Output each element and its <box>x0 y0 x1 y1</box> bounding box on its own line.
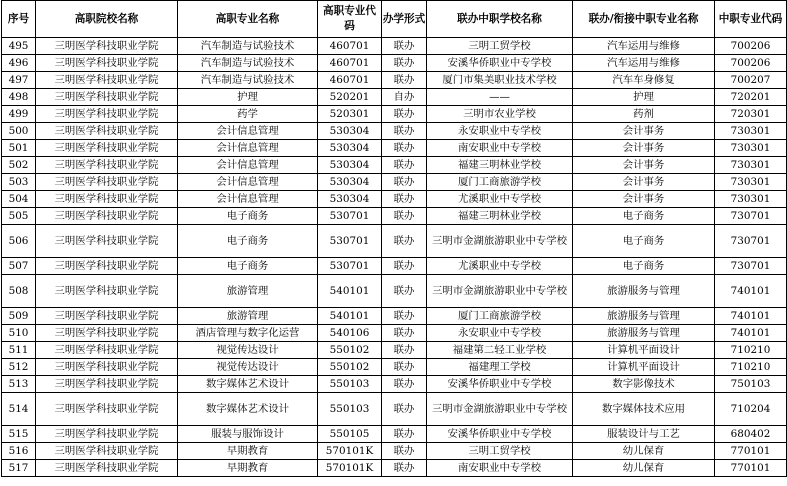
cell-seq: 516 <box>2 443 36 460</box>
cell-seq: 498 <box>2 89 36 106</box>
cell-mode: 联办 <box>382 174 427 191</box>
cell-secondary-major: 数字媒体技术应用 <box>573 393 715 426</box>
cell-secondary-code: 740101 <box>715 325 787 342</box>
cell-secondary-code: 710210 <box>715 342 787 359</box>
header-major-code: 高职专业代码 <box>318 1 382 38</box>
cell-college: 三明医学科技职业学院 <box>36 123 178 140</box>
table-row <box>2 359 787 376</box>
cell-major-code: 530304 <box>318 191 382 208</box>
cell-major: 视觉传达设计 <box>178 359 318 376</box>
cell-mode: 联办 <box>382 308 427 325</box>
cell-mode: 联办 <box>382 376 427 393</box>
cell-major-code: 520201 <box>318 89 382 106</box>
cell-college: 三明医学科技职业学院 <box>36 376 178 393</box>
cell-major: 旅游管理 <box>178 275 318 308</box>
cell-major: 汽车制造与试验技术 <box>178 38 318 55</box>
table-row <box>2 308 787 325</box>
cell-secondary-code: 710210 <box>715 359 787 376</box>
cell-mode: 联办 <box>382 460 427 477</box>
cell-partner-school: 南安职业中专学校 <box>427 140 573 157</box>
cell-mode: 联办 <box>382 342 427 359</box>
cell-partner-school: 福建第二轻工业学校 <box>427 342 573 359</box>
cell-secondary-major: 会计事务 <box>573 140 715 157</box>
cell-major-code: 530701 <box>318 225 382 258</box>
cell-secondary-major: 电子商务 <box>573 225 715 258</box>
cell-secondary-code: 720201 <box>715 89 787 106</box>
cell-seq: 500 <box>2 123 36 140</box>
cell-seq: 514 <box>2 393 36 426</box>
cell-seq: 495 <box>2 38 36 55</box>
cell-seq: 513 <box>2 376 36 393</box>
cell-mode: 联办 <box>382 55 427 72</box>
cell-major: 护理 <box>178 89 318 106</box>
cell-mode: 联办 <box>382 258 427 275</box>
header-college: 高职院校名称 <box>36 1 178 38</box>
table-row <box>2 208 787 225</box>
cell-secondary-code: 730301 <box>715 140 787 157</box>
cell-major: 数字媒体艺术设计 <box>178 376 318 393</box>
cell-major: 会计信息管理 <box>178 174 318 191</box>
cell-major-code: 570101K <box>318 443 382 460</box>
table-header <box>2 1 787 38</box>
cell-major: 会计信息管理 <box>178 123 318 140</box>
cell-college: 三明医学科技职业学院 <box>36 325 178 342</box>
cell-partner-school: 三明市金湖旅游职业中专学校 <box>427 393 573 426</box>
cell-secondary-code: 730701 <box>715 208 787 225</box>
cell-partner-school: 永安职业中专学校 <box>427 325 573 342</box>
cell-major-code: 530304 <box>318 123 382 140</box>
cell-seq: 512 <box>2 359 36 376</box>
cell-college: 三明医学科技职业学院 <box>36 55 178 72</box>
cell-partner-school: 尤溪职业中专学校 <box>427 258 573 275</box>
cell-mode: 联办 <box>382 426 427 443</box>
cell-secondary-major: 电子商务 <box>573 208 715 225</box>
cell-major-code: 550103 <box>318 376 382 393</box>
table-row <box>2 426 787 443</box>
cell-major-code: 460701 <box>318 55 382 72</box>
cell-major-code: 550102 <box>318 359 382 376</box>
cell-major-code: 530701 <box>318 208 382 225</box>
cell-secondary-major: 计算机平面设计 <box>573 342 715 359</box>
cell-secondary-major: 旅游服务与管理 <box>573 275 715 308</box>
cell-college: 三明医学科技职业学院 <box>36 443 178 460</box>
cell-major: 会计信息管理 <box>178 157 318 174</box>
cell-secondary-major: 幼儿保育 <box>573 443 715 460</box>
cell-mode: 联办 <box>382 225 427 258</box>
cell-seq: 517 <box>2 460 36 477</box>
header-partner-school: 联办中职学校名称 <box>427 1 573 38</box>
cell-secondary-major: 汽车车身修复 <box>573 72 715 89</box>
cell-partner-school: 三明工贸学校 <box>427 38 573 55</box>
cell-major: 早期教育 <box>178 460 318 477</box>
table-row <box>2 376 787 393</box>
cell-major: 早期教育 <box>178 443 318 460</box>
cell-secondary-code: 700207 <box>715 72 787 89</box>
cell-seq: 499 <box>2 106 36 123</box>
cell-major-code: 570101K <box>318 460 382 477</box>
cell-mode: 联办 <box>382 191 427 208</box>
cell-major: 电子商务 <box>178 208 318 225</box>
cell-partner-school: 安溪华侨职业中专学校 <box>427 55 573 72</box>
cell-secondary-major: 汽车运用与维修 <box>573 38 715 55</box>
cell-secondary-major: 药剂 <box>573 106 715 123</box>
table-row <box>2 258 787 275</box>
table-row <box>2 38 787 55</box>
cell-college: 三明医学科技职业学院 <box>36 191 178 208</box>
cell-college: 三明医学科技职业学院 <box>36 460 178 477</box>
cell-mode: 联办 <box>382 359 427 376</box>
header-secondary-major: 联办/衔接中职专业名称 <box>573 1 715 38</box>
cell-college: 三明医学科技职业学院 <box>36 38 178 55</box>
cell-partner-school: 安溪华侨职业中专学校 <box>427 376 573 393</box>
cell-secondary-code: 740101 <box>715 308 787 325</box>
cell-partner-school: 厦门工商旅游学校 <box>427 308 573 325</box>
cell-seq: 501 <box>2 140 36 157</box>
cell-college: 三明医学科技职业学院 <box>36 106 178 123</box>
cell-major: 电子商务 <box>178 225 318 258</box>
cell-partner-school: 厦门工商旅游学校 <box>427 174 573 191</box>
header-secondary-code: 中职专业代码 <box>715 1 787 38</box>
cell-mode: 联办 <box>382 157 427 174</box>
cell-mode: 联办 <box>382 140 427 157</box>
header-major: 高职专业名称 <box>178 1 318 38</box>
cell-secondary-code: 740101 <box>715 275 787 308</box>
table-row <box>2 174 787 191</box>
cell-mode: 自办 <box>382 89 427 106</box>
cell-secondary-major: 幼儿保育 <box>573 460 715 477</box>
cell-college: 三明医学科技职业学院 <box>36 225 178 258</box>
cell-college: 三明医学科技职业学院 <box>36 89 178 106</box>
cell-major-code: 460701 <box>318 38 382 55</box>
cell-mode: 联办 <box>382 123 427 140</box>
cell-mode: 联办 <box>382 325 427 342</box>
table-row <box>2 157 787 174</box>
cell-mode: 联办 <box>382 443 427 460</box>
cell-major: 汽车制造与试验技术 <box>178 72 318 89</box>
cell-secondary-code: 680402 <box>715 426 787 443</box>
cell-secondary-code: 770101 <box>715 443 787 460</box>
cell-secondary-major: 会计事务 <box>573 174 715 191</box>
cell-seq: 515 <box>2 426 36 443</box>
cell-secondary-code: 750103 <box>715 376 787 393</box>
cell-partner-school: 福建三明林业学校 <box>427 208 573 225</box>
cell-seq: 503 <box>2 174 36 191</box>
cell-college: 三明医学科技职业学院 <box>36 308 178 325</box>
cell-major-code: 550102 <box>318 342 382 359</box>
cell-major-code: 530304 <box>318 140 382 157</box>
cell-secondary-code: 700206 <box>715 38 787 55</box>
cell-major-code: 530701 <box>318 258 382 275</box>
cell-college: 三明医学科技职业学院 <box>36 157 178 174</box>
cell-secondary-major: 汽车运用与维修 <box>573 55 715 72</box>
cell-mode: 联办 <box>382 106 427 123</box>
table-row <box>2 443 787 460</box>
cell-partner-school: 三明市金湖旅游职业中专学校 <box>427 275 573 308</box>
cell-secondary-code: 730301 <box>715 157 787 174</box>
cell-major-code: 530304 <box>318 174 382 191</box>
cell-college: 三明医学科技职业学院 <box>36 174 178 191</box>
cell-partner-school: 福建理工学校 <box>427 359 573 376</box>
table-row <box>2 393 787 426</box>
cell-major-code: 540106 <box>318 325 382 342</box>
cell-secondary-major: 旅游服务与管理 <box>573 308 715 325</box>
cell-secondary-major: 旅游服务与管理 <box>573 325 715 342</box>
cell-college: 三明医学科技职业学院 <box>36 258 178 275</box>
cell-secondary-code: 700206 <box>715 55 787 72</box>
cell-secondary-code: 730701 <box>715 258 787 275</box>
header-seq: 序号 <box>2 1 36 38</box>
cell-secondary-major: 计算机平面设计 <box>573 359 715 376</box>
cell-partner-school: —— <box>427 89 573 106</box>
cell-partner-school: 安溪华侨职业中专学校 <box>427 426 573 443</box>
cell-seq: 504 <box>2 191 36 208</box>
header-mode: 办学形式 <box>382 1 427 38</box>
cell-college: 三明医学科技职业学院 <box>36 208 178 225</box>
cell-college: 三明医学科技职业学院 <box>36 342 178 359</box>
cell-partner-school: 三明市农业学校 <box>427 106 573 123</box>
cell-major-code: 530304 <box>318 157 382 174</box>
cell-seq: 507 <box>2 258 36 275</box>
cell-secondary-major: 电子商务 <box>573 258 715 275</box>
cell-major: 会计信息管理 <box>178 191 318 208</box>
table-row <box>2 72 787 89</box>
table-row <box>2 191 787 208</box>
cell-college: 三明医学科技职业学院 <box>36 72 178 89</box>
table-row <box>2 225 787 258</box>
cell-college: 三明医学科技职业学院 <box>36 140 178 157</box>
cell-major: 旅游管理 <box>178 308 318 325</box>
cell-mode: 联办 <box>382 38 427 55</box>
cell-major: 数字媒体艺术设计 <box>178 393 318 426</box>
table-row <box>2 460 787 477</box>
cell-major-code: 540101 <box>318 275 382 308</box>
cell-partner-school: 南安职业中专学校 <box>427 460 573 477</box>
table-row <box>2 89 787 106</box>
cell-college: 三明医学科技职业学院 <box>36 426 178 443</box>
cell-major: 药学 <box>178 106 318 123</box>
cell-college: 三明医学科技职业学院 <box>36 359 178 376</box>
table-row <box>2 325 787 342</box>
cell-mode: 联办 <box>382 208 427 225</box>
cell-seq: 508 <box>2 275 36 308</box>
cell-secondary-major: 会计事务 <box>573 123 715 140</box>
cell-partner-school: 三明市金湖旅游职业中专学校 <box>427 225 573 258</box>
cell-seq: 510 <box>2 325 36 342</box>
cell-major: 服装与服饰设计 <box>178 426 318 443</box>
table-row <box>2 106 787 123</box>
cell-major-code: 550105 <box>318 426 382 443</box>
cell-seq: 496 <box>2 55 36 72</box>
cell-partner-school: 福建三明林业学校 <box>427 157 573 174</box>
cell-major-code: 540101 <box>318 308 382 325</box>
cell-mode: 联办 <box>382 72 427 89</box>
cell-secondary-major: 会计事务 <box>573 191 715 208</box>
cell-partner-school: 三明工贸学校 <box>427 443 573 460</box>
cell-major: 会计信息管理 <box>178 140 318 157</box>
admissions-table <box>1 0 787 477</box>
cell-secondary-code: 710204 <box>715 393 787 426</box>
cell-partner-school: 厦门市集美职业技术学校 <box>427 72 573 89</box>
table-row <box>2 55 787 72</box>
cell-college: 三明医学科技职业学院 <box>36 275 178 308</box>
table-row <box>2 123 787 140</box>
cell-major: 视觉传达设计 <box>178 342 318 359</box>
table-row <box>2 140 787 157</box>
cell-secondary-code: 770101 <box>715 460 787 477</box>
cell-secondary-major: 服装设计与工艺 <box>573 426 715 443</box>
cell-seq: 505 <box>2 208 36 225</box>
cell-seq: 506 <box>2 225 36 258</box>
cell-major: 酒店管理与数字化运营 <box>178 325 318 342</box>
cell-seq: 509 <box>2 308 36 325</box>
cell-secondary-code: 730301 <box>715 174 787 191</box>
cell-major-code: 520301 <box>318 106 382 123</box>
cell-college: 三明医学科技职业学院 <box>36 393 178 426</box>
cell-partner-school: 尤溪职业中专学校 <box>427 191 573 208</box>
cell-seq: 511 <box>2 342 36 359</box>
cell-major-code: 460701 <box>318 72 382 89</box>
cell-seq: 502 <box>2 157 36 174</box>
cell-seq: 497 <box>2 72 36 89</box>
table-body <box>2 38 787 477</box>
cell-mode: 联办 <box>382 393 427 426</box>
cell-major-code: 550103 <box>318 393 382 426</box>
table-row <box>2 342 787 359</box>
table-row <box>2 275 787 308</box>
cell-secondary-code: 720301 <box>715 106 787 123</box>
cell-major: 汽车制造与试验技术 <box>178 55 318 72</box>
cell-secondary-major: 会计事务 <box>573 157 715 174</box>
cell-secondary-major: 数字影像技术 <box>573 376 715 393</box>
cell-secondary-code: 730301 <box>715 191 787 208</box>
cell-secondary-code: 730701 <box>715 225 787 258</box>
cell-major: 电子商务 <box>178 258 318 275</box>
cell-secondary-major: 护理 <box>573 89 715 106</box>
cell-partner-school: 永安职业中专学校 <box>427 123 573 140</box>
cell-secondary-code: 730301 <box>715 123 787 140</box>
cell-mode: 联办 <box>382 275 427 308</box>
